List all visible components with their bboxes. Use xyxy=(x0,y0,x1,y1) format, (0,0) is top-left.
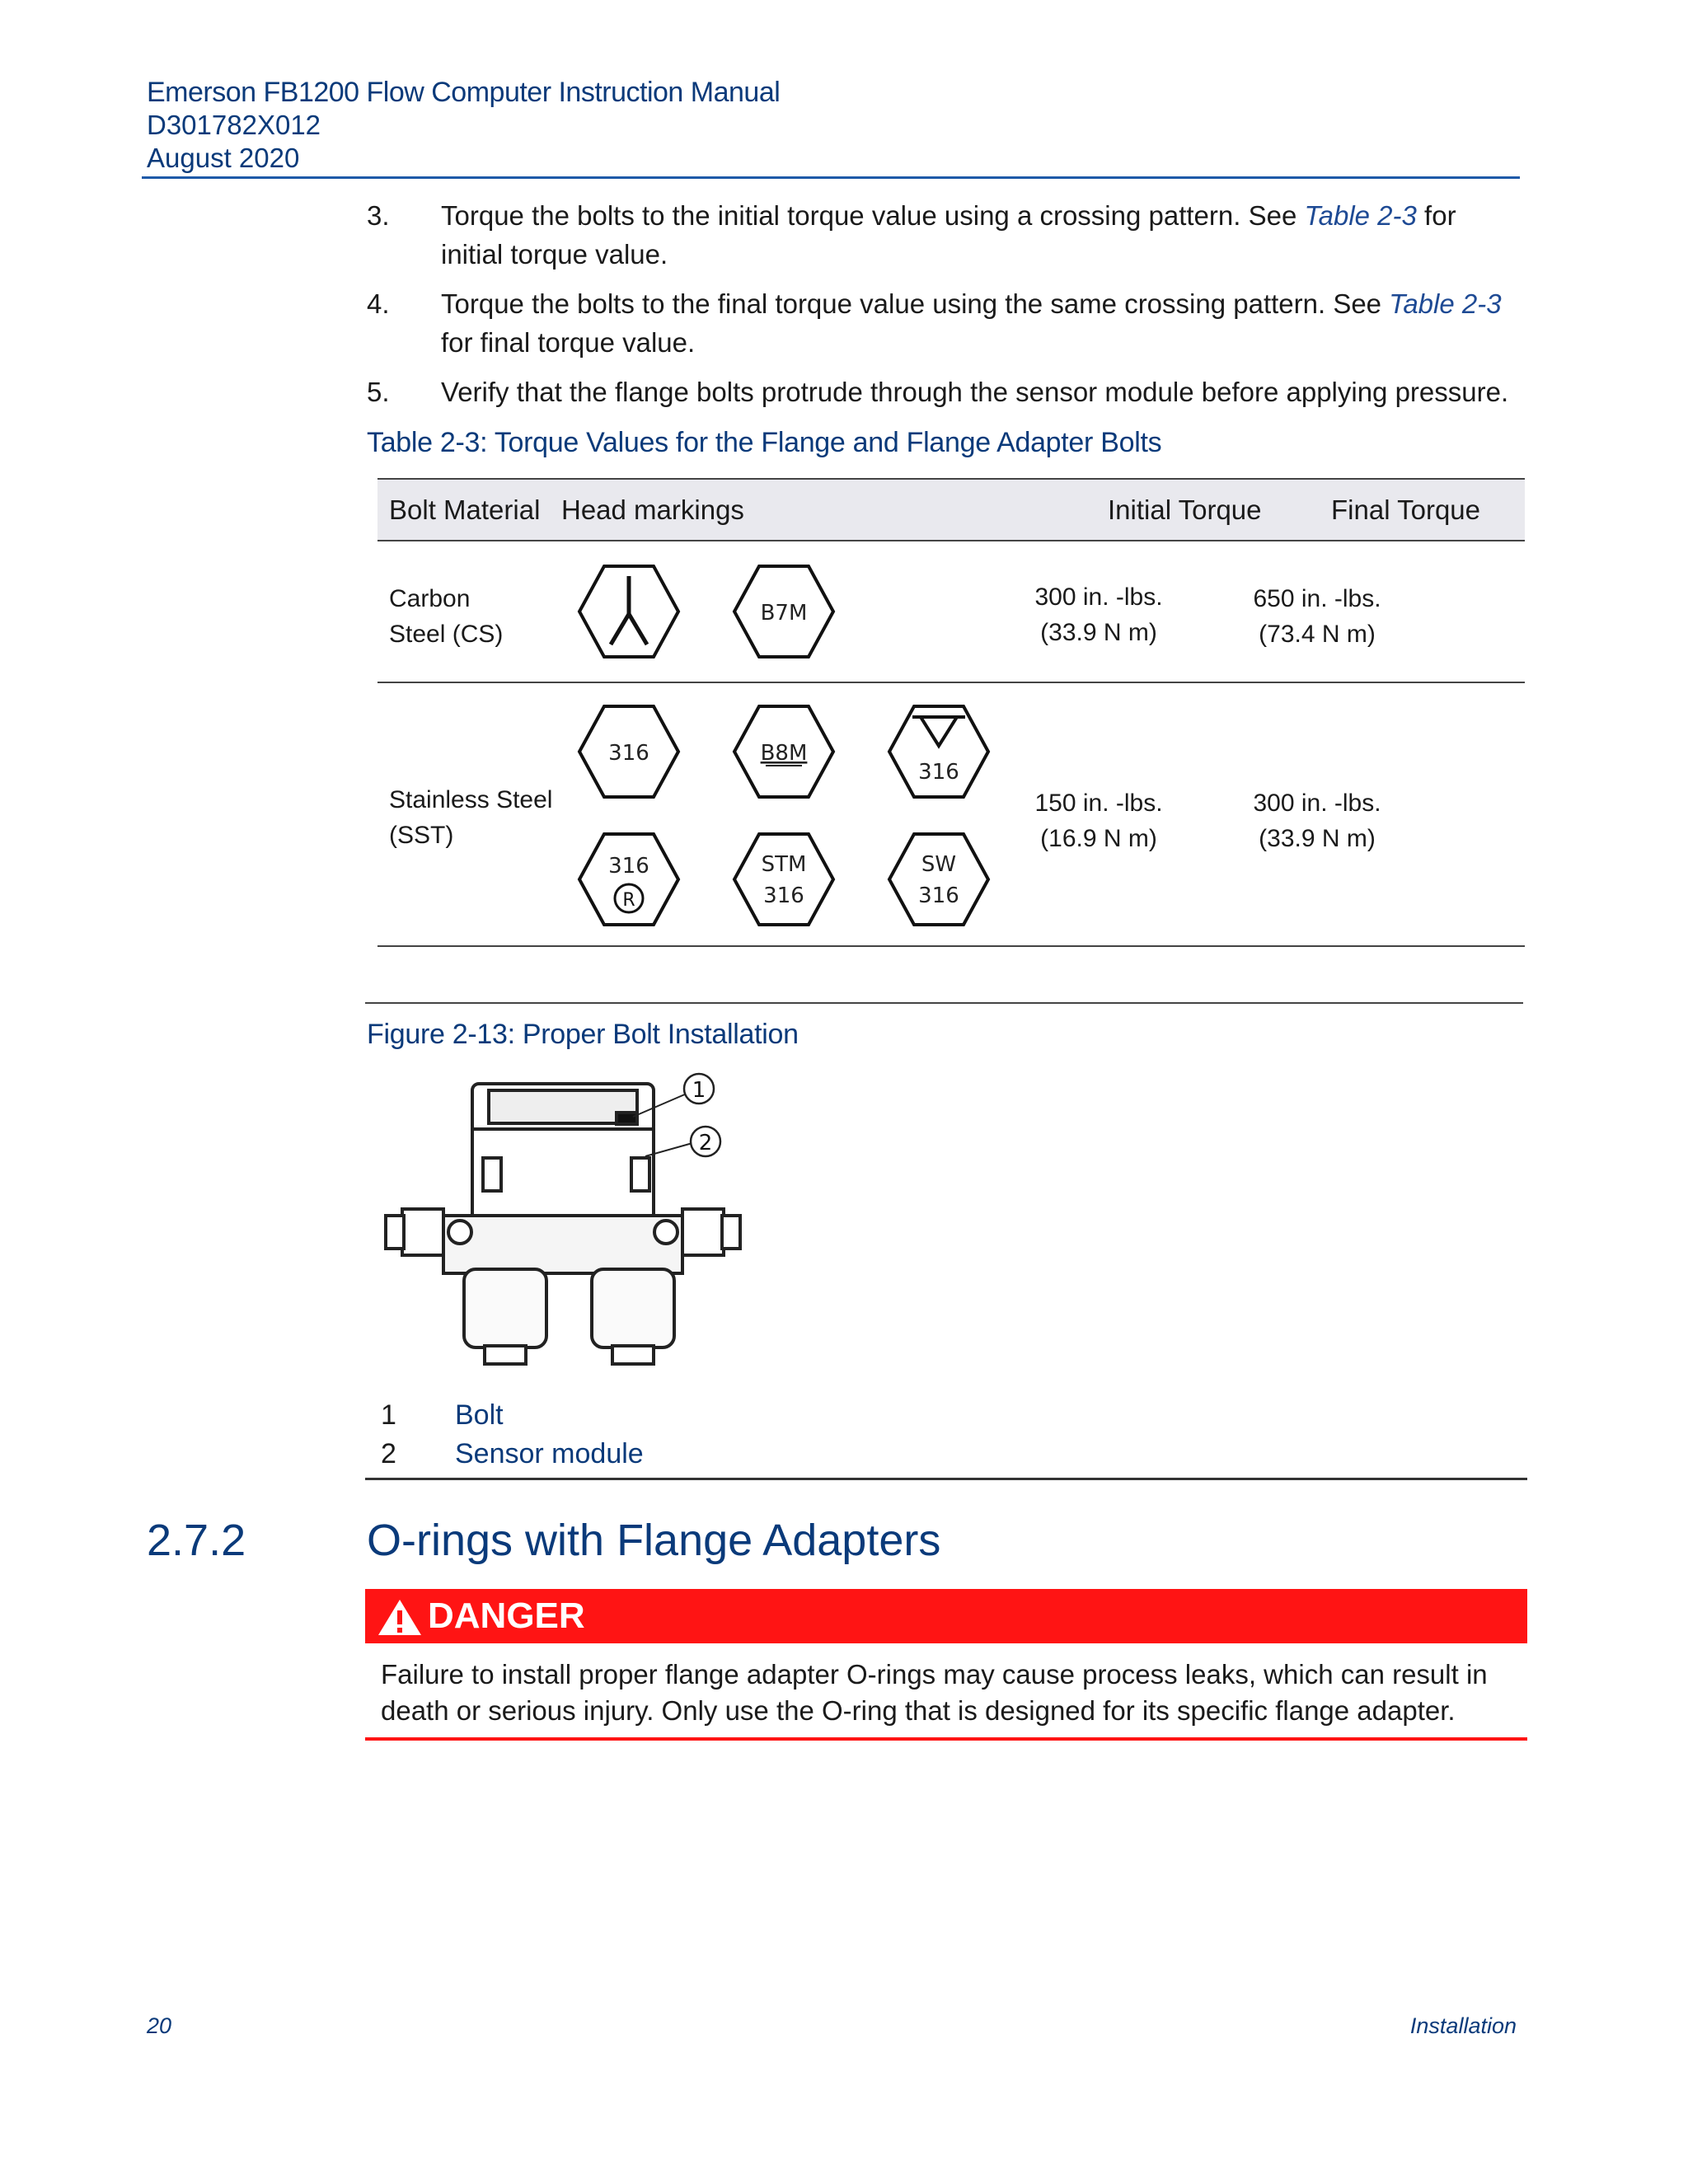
step-text-end: for final torque value. xyxy=(441,327,696,358)
table-link[interactable]: Table 2-3 xyxy=(1304,200,1417,231)
final-torque-metric: (73.4 N m) xyxy=(1259,621,1376,648)
header-bolt-material: Bolt Material xyxy=(389,494,541,525)
hex-marking-label: 316 xyxy=(918,883,959,908)
hex-marking-label: 316 xyxy=(763,883,804,908)
callout-number: 2 xyxy=(698,1131,713,1155)
footer-section: Installation xyxy=(1409,2013,1517,2038)
doc-number: D301782X012 xyxy=(147,110,321,140)
header-head-markings: Head markings xyxy=(561,494,744,525)
step-text: Torque the bolts to the initial torque value using a crossing pattern. See xyxy=(441,200,1305,231)
hex-bolt-head-icon xyxy=(734,706,833,797)
figure-top-rule xyxy=(365,1002,1523,1004)
danger-label: DANGER xyxy=(428,1596,585,1636)
figure-caption: Figure 2-13: Proper Bolt Installation xyxy=(367,1019,799,1050)
hex-marking-label: 316 xyxy=(918,760,959,785)
step-list xyxy=(367,196,1521,422)
hex-marking-label: B7M xyxy=(760,601,808,626)
bolt-installation-figure xyxy=(369,1067,781,1380)
hex-bolt-head-icon xyxy=(889,706,988,797)
step-4 xyxy=(367,284,1521,362)
callout-2 xyxy=(645,1127,720,1156)
hex-marking-label: STM xyxy=(761,852,807,877)
material-cell xyxy=(389,782,552,853)
doc-date: August 2020 xyxy=(147,143,300,173)
section-title: O-rings with Flange Adapters xyxy=(367,1516,941,1565)
page-number: 20 xyxy=(147,2013,172,2038)
step-number: 4. xyxy=(367,288,390,319)
page-header xyxy=(147,76,780,175)
cs-head-markings xyxy=(563,550,876,673)
initial-torque-value: 300 in. -lbs. xyxy=(1034,583,1163,611)
svg-text:R: R xyxy=(622,890,635,911)
hex-marking-label: 316 xyxy=(608,854,649,879)
legend-number: 2 xyxy=(381,1438,396,1469)
initial-torque-metric: (16.9 N m) xyxy=(1040,825,1157,852)
manual-title: Emerson FB1200 Flow Computer Instruction Manual xyxy=(147,77,781,108)
final-torque-value: 300 in. -lbs. xyxy=(1253,790,1381,817)
legend-bottom-rule xyxy=(365,1478,1527,1480)
step-5 xyxy=(367,373,1521,411)
danger-banner xyxy=(365,1589,1527,1643)
warning-triangle-icon xyxy=(377,1597,423,1637)
header-rule xyxy=(142,176,1520,179)
initial-torque-value: 150 in. -lbs. xyxy=(1034,790,1163,817)
material-line: (SST) xyxy=(389,822,454,849)
table-header-row xyxy=(377,478,1525,541)
legend-label: Sensor module xyxy=(455,1438,644,1469)
step-number: 5. xyxy=(367,377,390,407)
legend-label: Bolt xyxy=(455,1399,504,1431)
header-initial-torque: Initial Torque xyxy=(1108,494,1262,525)
hex-bolt-head-icon xyxy=(734,566,833,657)
step-text: Torque the bolts to the final torque value using the same crossing pattern. See xyxy=(441,288,1390,319)
step-text-end: for initial torque value. xyxy=(441,200,1456,269)
material-line: Carbon xyxy=(389,585,471,612)
sst-head-markings xyxy=(563,690,1041,941)
step-text: Verify that the flange bolts protrude through the sensor module before applying pressure. xyxy=(441,377,1509,407)
hex-bolt-head-icon xyxy=(579,566,678,657)
table-row xyxy=(377,541,1525,683)
final-torque-cell xyxy=(1226,785,1408,856)
header-final-torque: Final Torque xyxy=(1331,494,1481,525)
final-torque-metric: (33.9 N m) xyxy=(1259,825,1376,852)
initial-torque-cell xyxy=(1008,579,1189,650)
hex-bolt-head-icon xyxy=(734,834,833,925)
hex-bolt-head-icon xyxy=(889,834,988,925)
hex-bolt-head-icon xyxy=(579,834,678,925)
callout-number: 1 xyxy=(692,1078,706,1103)
initial-torque-cell xyxy=(1008,785,1189,856)
material-cell xyxy=(389,581,503,652)
sensor-module-drawing xyxy=(386,1084,740,1364)
hex-marking-label: SW xyxy=(921,852,957,877)
table-row xyxy=(377,683,1525,947)
material-line: Stainless Steel xyxy=(389,786,553,813)
initial-torque-metric: (33.9 N m) xyxy=(1040,619,1157,646)
hex-marking-label: B8M xyxy=(760,741,808,766)
hex-bolt-head-icon xyxy=(579,706,678,797)
final-torque-cell xyxy=(1226,581,1408,652)
danger-message: Failure to install proper flange adapter O-rings may cause process leaks, which can result in death or serious injury. Only use the O-ring that is designed for its specific flange adapter. xyxy=(381,1659,1488,1726)
torque-table xyxy=(377,478,1525,947)
hex-marking-label: 316 xyxy=(608,741,649,766)
step-number: 3. xyxy=(367,200,390,231)
danger-bottom-rule xyxy=(365,1737,1527,1741)
legend-number: 1 xyxy=(381,1399,396,1431)
table-caption: Table 2-3: Torque Values for the Flange and Flange Adapter Bolts xyxy=(367,427,1162,458)
table-link[interactable]: Table 2-3 xyxy=(1389,288,1502,319)
step-3 xyxy=(367,196,1521,274)
material-line: Steel (CS) xyxy=(389,621,504,648)
section-number: 2.7.2 xyxy=(147,1516,246,1565)
final-torque-value: 650 in. -lbs. xyxy=(1253,585,1381,612)
